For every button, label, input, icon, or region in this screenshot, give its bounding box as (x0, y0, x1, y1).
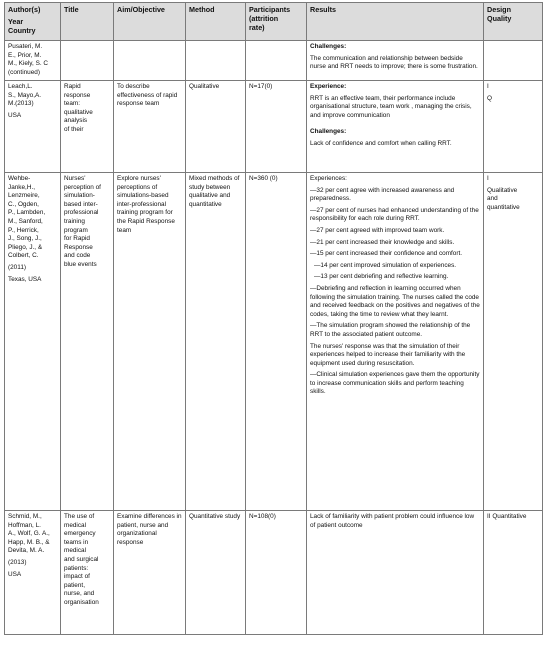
author-line: Janke,H., (8, 183, 35, 191)
header-participants-l3: rate) (249, 23, 265, 32)
title-line: Nurses' (64, 175, 86, 182)
aim-cell: To describe effectiveness of rapid response team (114, 81, 186, 173)
author-line: E., Prior, M. (8, 51, 42, 59)
title-cell (61, 511, 114, 635)
author-cell (5, 41, 61, 81)
quality-line: I (487, 83, 489, 90)
author-line: Leach,L. (8, 83, 33, 90)
author-line: Colbert, C. (8, 252, 39, 260)
author-line: M., Kiely, S. C (8, 60, 49, 68)
title-line: medical (64, 521, 87, 529)
results-item: —27 per cent agreed with improved team work. (310, 226, 445, 234)
quality-line: I (487, 175, 489, 182)
results-cell (307, 173, 484, 511)
author-cell (5, 173, 61, 511)
quality-cell (484, 173, 543, 511)
author-cell (5, 81, 61, 173)
header-aim: Aim/Objective (114, 3, 186, 41)
results-heading: Challenges: (310, 43, 347, 50)
title-cell (61, 81, 114, 173)
method-cell (186, 41, 246, 81)
results-item: The nurses' response was that the simulation of their experiences helped to increase their familiarity with the equipment used during resuscitation. (310, 342, 466, 367)
participants-cell (246, 41, 307, 81)
title-line: emergency (64, 530, 96, 538)
author-line: Pusateri, M. (8, 43, 43, 50)
year-text: (2011) (8, 263, 26, 271)
results-item: —27 per cent of nurses had enhanced understanding of the responsibility for each role during RRT. (310, 206, 479, 223)
table-row (5, 41, 543, 81)
title-line: based inter- (64, 200, 98, 208)
author-line: C., Ogden, (8, 200, 39, 208)
participants-cell: N=17(0) (246, 81, 307, 173)
title-line: and code (64, 252, 91, 260)
title-line: training (64, 217, 85, 225)
title-cell (61, 41, 114, 81)
author-line: Wehbe- (8, 175, 31, 182)
participants-cell: N=360 (0) (246, 173, 307, 511)
results-cell (307, 81, 484, 173)
country-text: Texas, USA (8, 275, 42, 283)
method-cell: Mixed methods of study between qualitative and quantitative (186, 173, 246, 511)
title-line: and surgical (64, 555, 99, 563)
aim-cell: Examine differences in patient, nurse and organizational response (114, 511, 186, 635)
results-item: —The simulation program showed the relationship of the RRT to the associated patient outcome. (310, 322, 471, 338)
header-country-label: Country (8, 26, 36, 35)
header-quality (484, 3, 543, 41)
results-item: —21 per cent increased their knowledge and skills. (310, 238, 455, 246)
author-line: P., Herrick, (8, 226, 39, 234)
results-text: The communication and relationship between bedside nurse and RRT needs to improve; there is some frustration. (310, 54, 478, 71)
title-line: Response (64, 243, 93, 251)
header-participants-l2: (attrition (249, 14, 279, 23)
results-heading: Experiences: (310, 175, 347, 182)
results-cell (307, 41, 484, 81)
results-item: —Clinical simulation experiences gave them the opportunity to increase communication skills and perform teaching skills. (310, 371, 480, 396)
header-author (5, 3, 61, 41)
method-cell: Qualitative (186, 81, 246, 173)
header-year-label: Year (8, 17, 24, 26)
author-line: (continued) (8, 68, 40, 76)
header-participants (246, 3, 307, 41)
country-text: USA (8, 570, 22, 578)
author-line: A., Wolf, G. A., (8, 530, 50, 538)
results-text: RRT is an effective team, their performance include organisational structure, team work , managing the crisis, and improve communication (310, 94, 472, 119)
results-item: —Debriefing and reflection in learning occurred when following the simulation training. The nurses called the code and received feedback on the positives and negatives of the codes, taking the time to review what they learnt. (310, 284, 480, 318)
header-results: Results (307, 3, 484, 41)
quality-line: Qualitative (487, 186, 518, 194)
title-line: Rapid (64, 83, 81, 90)
title-line: The use of (64, 513, 95, 520)
author-line: P., Lambden, (8, 209, 46, 217)
aim-cell: Explore nurses' perceptions of simulations-based inter-professional training program for the Rapid Response team (114, 173, 186, 511)
header-quality-l2: Quality (487, 14, 512, 23)
title-line: nurse, and (64, 590, 95, 598)
results-heading: Experience: (310, 83, 347, 90)
title-line: response (64, 91, 91, 99)
title-cell (61, 173, 114, 511)
results-item: —13 per cent debriefing and reflective learning. (314, 273, 449, 281)
author-cell (5, 511, 61, 635)
author-line: S., Mayo,A. (8, 91, 42, 99)
header-row (5, 3, 543, 41)
header-method: Method (186, 3, 246, 41)
aim-cell (114, 41, 186, 81)
quality-cell (484, 81, 543, 173)
title-line: of their (64, 125, 84, 133)
title-line: blue events (64, 260, 97, 268)
author-line: M., Sanford, (8, 217, 43, 225)
title-line: simulation- (64, 192, 95, 200)
author-line: J., Song, J., (8, 235, 42, 243)
title-line: team: (64, 100, 80, 108)
quality-line: quantitative (487, 203, 520, 211)
literature-review-table (4, 2, 543, 635)
quality-line: Q (487, 94, 492, 102)
header-title: Title (61, 3, 114, 41)
quality-cell: II Quantitative (484, 511, 543, 635)
author-line: Hoffman, L. (8, 521, 41, 529)
author-line: Happ, M. B., & (8, 538, 50, 546)
participants-cell: N=108(0) (246, 511, 307, 635)
country-text: USA (8, 111, 22, 119)
results-text: Lack of confidence and comfort when calling RRT. (310, 139, 452, 147)
results-cell: Lack of familiarity with patient problem could influence low of patient outcome (307, 511, 484, 635)
results-item: —32 per cent agree with increased awareness and preparedness. (310, 186, 455, 203)
author-line: Devita, M. A. (8, 547, 45, 555)
table-row (5, 81, 543, 173)
title-line: perception of (64, 183, 101, 191)
author-line: M.(2013) (8, 100, 34, 108)
author-line: Schmid, M., (8, 513, 42, 520)
title-line: qualitative (64, 108, 93, 116)
table-row (5, 173, 543, 511)
title-line: teams in (64, 538, 89, 546)
quality-line: and (487, 195, 498, 203)
title-line: impact of (64, 573, 90, 581)
title-line: professional (64, 209, 99, 217)
author-line: Pliego, J., & (8, 243, 43, 251)
method-cell: Quantitative study (186, 511, 246, 635)
author-line: Lenzmeire, (8, 192, 40, 200)
header-quality-l1: Design (487, 5, 511, 14)
table-row (5, 511, 543, 635)
title-line: analysis (64, 117, 88, 125)
header-participants-l1: Participants (249, 5, 291, 14)
title-line: organisation (64, 598, 99, 606)
title-line: for Rapid (64, 235, 90, 243)
results-item: —14 per cent improved simulation of experiences. (314, 261, 457, 269)
header-author-label: Author(s) (8, 5, 41, 14)
results-item: —15 per cent increased their confidence and comfort. (310, 250, 463, 258)
year-text: (2013) (8, 558, 27, 566)
quality-cell (484, 41, 543, 81)
title-line: medical (64, 547, 87, 555)
title-line: patient, (64, 581, 85, 589)
title-line: program (64, 226, 88, 234)
title-line: patients: (64, 564, 89, 572)
results-heading: Challenges: (310, 128, 347, 136)
